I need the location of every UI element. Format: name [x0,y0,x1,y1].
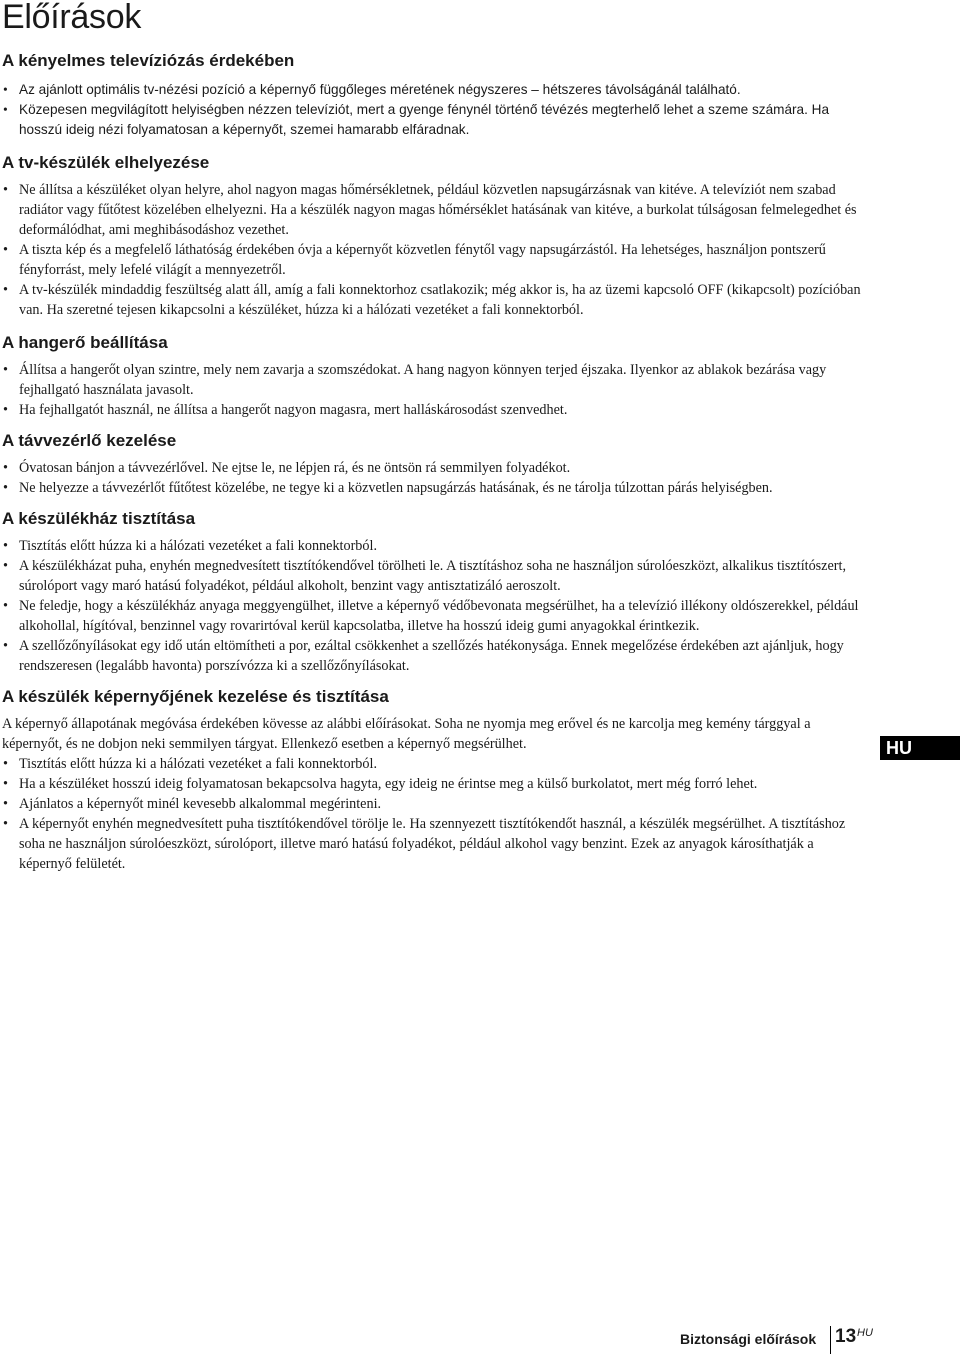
section-heading-screen: A készülék képernyőjének kezelése és tisztítása [2,687,389,706]
section-heading-viewing: A kényelmes televíziózás érdekében [2,51,295,70]
list-item: • Ne feledje, hogy a készülékház anyaga meggyengülhet, illetve a képernyő védőbevonata megsérülhet, ha a televízió illékony oldószerekkel, például alkohollal, hígítóval, benzinnel vagy rovarirtóval kerül kapcsolatba, illetve ha hosszú ideig gumi anyagokkal érintkezik. [2,596,862,636]
page-title: Előírások [2,0,142,36]
list-item: • Óvatosan bánjon a távvezérlővel. Ne ejtse le, ne lépjen rá, és ne öntsön rá semmilyen folyadékot. [2,458,862,478]
page-number-suffix: HU [857,1327,873,1339]
language-tab: HU [880,736,960,760]
list-item: • Ne helyezze a távvezérlőt fűtőtest közelébe, ne tegye ki a közvetlen napsugárzás hatásának, és ne tárolja túlzottan párás helyiségben. [2,478,862,498]
page-footer [680,1326,900,1356]
list-item: • Állítsa a hangerőt olyan szintre, mely nem zavarja a szomszédokat. A hang nagyon könnyen terjed éjszaka. Ilyenkor az ablakok bezárása vagy fejhallgató használata javasolt. [2,360,862,400]
list-item: • Közepesen megvilágított helyiségben nézzen televíziót, mert a gyenge fénynél történő tévézés megterhelő lehet a szeme számára. Ha hosszú ideig nézi folyamatosan a képernyőt, szemei hamarabb elfáradnak. [2,100,862,140]
list-item: • Ajánlatos a képernyőt minél kevesebb alkalommal megérinteni. [2,794,862,814]
section-list-screen [2,754,862,874]
section-list-volume [2,360,862,420]
list-item: • Ha fejhallgatót használ, ne állítsa a hangerőt nagyon magasra, mert halláskárosodást szenvedhet. [2,400,862,420]
list-item: • Ne állítsa a készüléket olyan helyre, ahol nagyon magas hőmérsékletnek, például közvetlen napsugárzásnak van kitéve. A televíziót nem szabad radiátor vagy fűtőtest közelében elhelyezni. Ha a készülék nagyon magas hőmérséklet hatásának van kitéve, a burkolat túlságosan felmelegedhet és deformálódhat, ami meghibásodáshoz vezethet. [2,180,862,240]
list-item: • Tisztítás előtt húzza ki a hálózati vezetéket a fali konnektorból. [2,536,862,556]
list-item: • Ha a készüléket hosszú ideig folyamatosan bekapcsolva hagyta, egy ideig ne érintse meg a külső burkolatot, mert még forró lehet. [2,774,862,794]
list-item: • A képernyőt enyhén megnedvesített puha tisztítókendővel törölje le. Ha szennyezett tisztítókendőt használ, a készülék megsérülhet. A tisztításhoz soha ne használjon súrolóeszközt, súrolóport, illetve maró hatású folyadékot, például alkohol vagy benzint. Ezek az anyagok károsíthatják a képernyő felületét. [2,814,862,874]
page-number: 13 [835,1326,857,1347]
section-intro-screen: A képernyő állapotának megóvása érdekében kövesse az alábbi előírásokat. Soha ne nyomja meg erővel és ne karcolja meg kemény tárggyal a képernyőt, és ne dobjon neki semmilyen tárgyat. Ellenkező esetben a képernyő megsérülhet. [2,716,811,752]
section-list-remote [2,458,862,498]
section-list-viewing [2,80,862,140]
section-heading-remote: A távvezérlő kezelése [2,431,177,450]
list-item: • A tiszta kép és a megfelelő láthatóság érdekében óvja a képernyőt közvetlen fénytől vagy napsugárzástól. Ha lehetséges, használjon pontszerű fényforrást, mely lefelé világít a mennyezetről. [2,240,862,280]
section-heading-volume: A hangerő beállítása [2,333,168,352]
section-heading-placement: A tv-készülék elhelyezése [2,153,210,172]
list-item: • Tisztítás előtt húzza ki a hálózati vezetéket a fali konnektorból. [2,754,862,774]
list-item: • A szellőzőnyílásokat egy idő után eltömítheti a por, ezáltal csökkenhet a szellőzés hatékonysága. Ennek megelőzése érdekében azt ajánljuk, hogy rendszeresen (legalább havonta) porszívózza ki a szellőzőnyílásokat. [2,636,862,676]
footer-divider [830,1326,831,1354]
section-list-cabinet [2,536,862,676]
section-heading-cabinet: A készülékház tisztítása [2,509,196,528]
list-item: • A tv-készülék mindaddig feszültség alatt áll, amíg a fali konnektorhoz csatlakozik; még akkor is, ha az üzemi kapcsoló OFF (kikapcsolt) pozícióban van. Ha szeretné tejesen kikapcsolni a készüléket, húzza ki a hálózati vezetéket a fali konnektorból. [2,280,862,320]
list-item: • A készülékházat puha, enyhén megnedvesített tisztítókendővel törölheti le. A tisztításhoz soha ne használjon súrolóeszközt, alkalikus tisztítószert, súrolóport vagy maró hatású folyadékot, például alkoholt, benzint vagy antisztatizáló aeroszolt. [2,556,862,596]
list-item: • Az ajánlott optimális tv-nézési pozíció a képernyő függőleges méretének négyszeres – hétszeres távolságánál található. [2,80,862,100]
section-list-placement [2,180,862,320]
footer-section-name: Biztonsági előírások [680,1331,817,1347]
